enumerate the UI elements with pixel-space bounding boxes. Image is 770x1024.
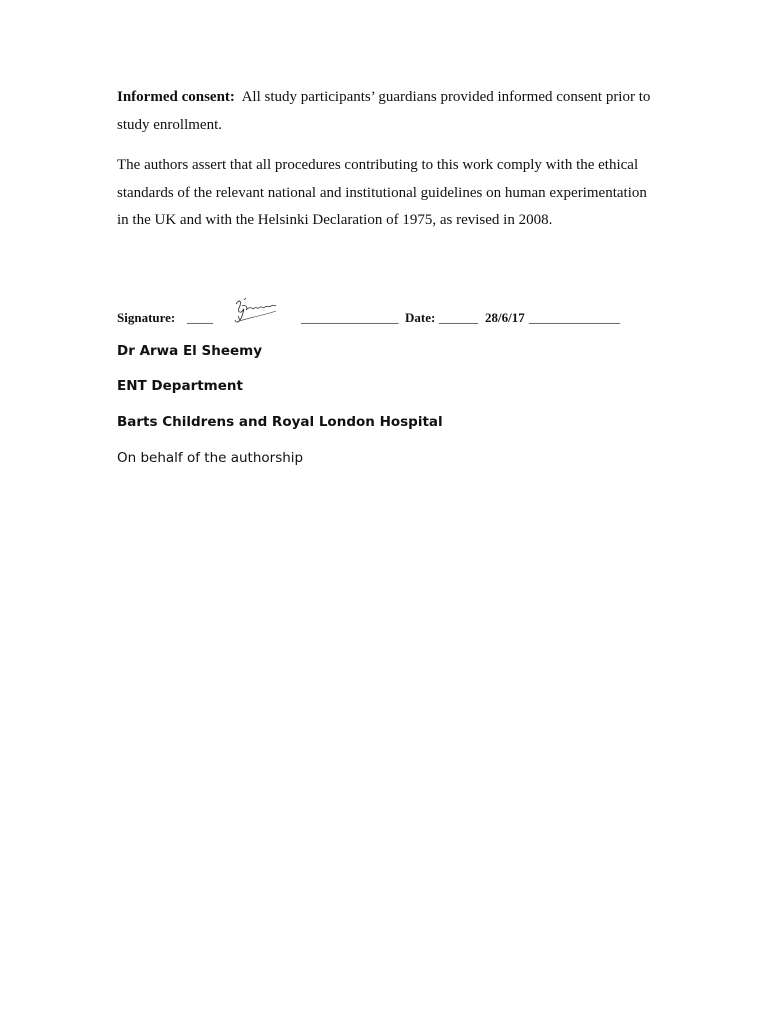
date-blank: ______ — [439, 310, 478, 325]
signatory-name: Dr Arwa El Sheemy — [117, 343, 263, 359]
signatory-note: On behalf of the authorship — [117, 450, 304, 466]
date-value: 28/6/17 — [485, 310, 525, 325]
handwritten-signature — [232, 296, 280, 326]
date-trailing-blank: ______________ — [529, 310, 620, 325]
signatory-department: ENT Department — [117, 378, 243, 394]
signature-blank-long: _______________ — [301, 310, 399, 325]
signature-blank-short: ____ — [187, 310, 213, 325]
date-label: Date: — [405, 310, 436, 325]
informed-consent-label: Informed consent: — [117, 89, 235, 105]
signature-label: Signature: — [117, 310, 176, 325]
signature-date-line — [117, 310, 677, 330]
signatory-hospital: Barts Childrens and Royal London Hospital — [117, 414, 443, 430]
informed-consent-text: All study participants’ guardians provided informed consent prior to study enrollment. — [117, 89, 651, 133]
informed-consent-paragraph — [117, 84, 657, 139]
ethics-assertion-paragraph: The authors assert that all procedures contributing to this work comply with the ethical standards of the relevant national and institutional guidelines on human experimentation in the UK and with the Helsinki Declaration of 1975, as revised in 2008. — [117, 157, 647, 228]
